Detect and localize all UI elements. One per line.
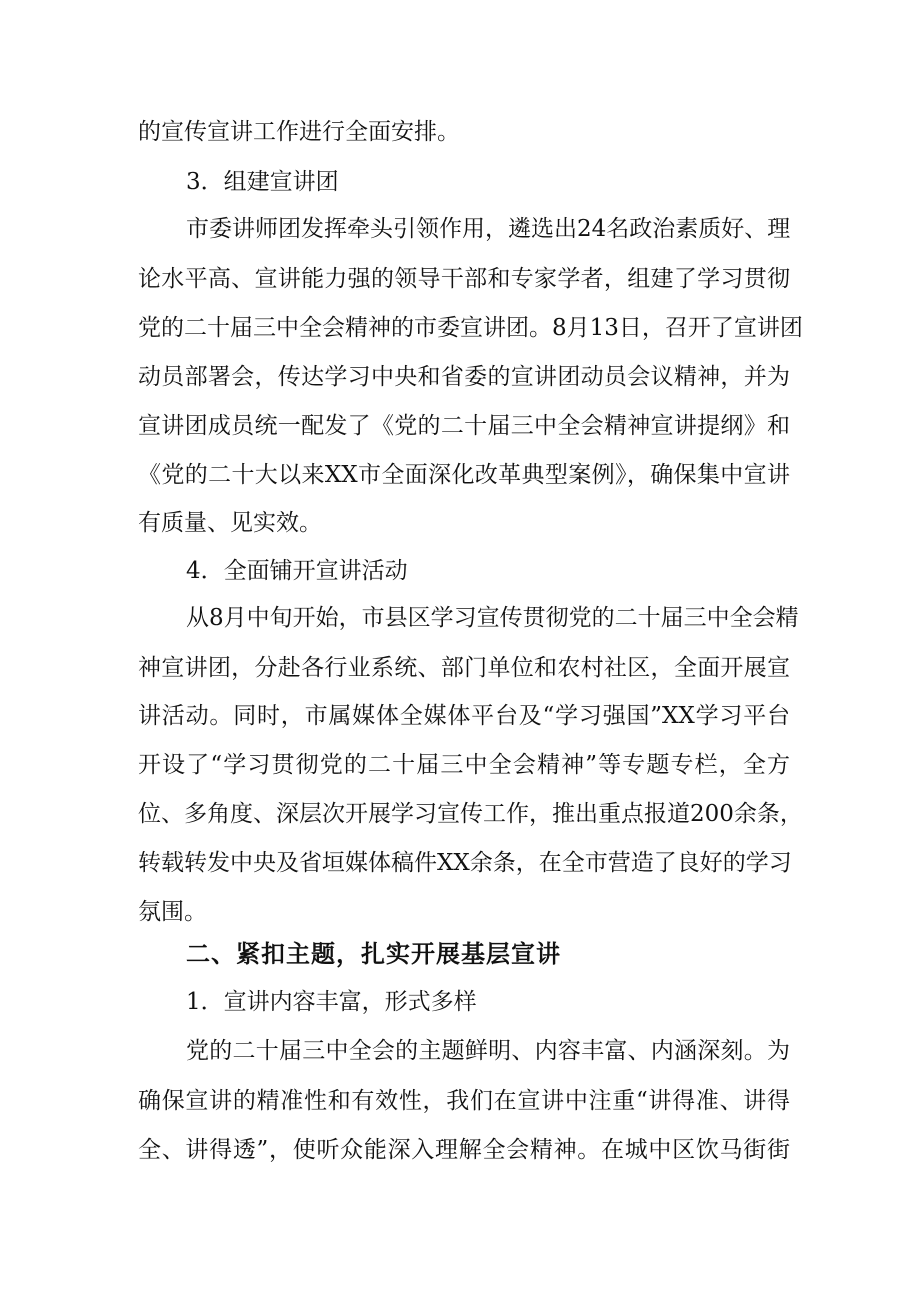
paragraph-line: 论水平高、宣讲能力强的领导干部和专家学者，组建了学习贯彻 (138, 266, 790, 292)
paragraph-line: 党的二十届三中全会的主题鲜明、内容丰富、内涵深刻。为 (186, 1038, 790, 1064)
paragraph-line: 转载转发中央及省垣媒体稿件XX余条，在全市营造了良好的学习 (138, 850, 792, 876)
paragraph-line: 《党的二十大以来XX市全面深化改革典型案例》，确保集中宣讲 (138, 462, 790, 488)
paragraph-line: 有质量、见实效。 (138, 510, 322, 536)
paragraph-line: 市委讲师团发挥牵头引领作用，遴选出24名政治素质好、理 (186, 216, 791, 242)
paragraph-line: 的宣传宣讲工作进行全面安排。 (138, 119, 460, 145)
paragraph-line: 讲活动。同时，市属媒体全媒体平台及“学习强国”XX学习平台 (138, 703, 790, 729)
paragraph-line: 位、多角度、深层次开展学习宣传工作，推出重点报道200余条， (138, 801, 803, 827)
paragraph-line: 开设了“学习贯彻党的二十届三中全会精神”等专题专栏，全方 (138, 752, 790, 778)
section-2-item-1-heading: 1．宣讲内容丰富，形式多样 (186, 989, 477, 1015)
paragraph-line: 宣讲团成员统一配发了《党的二十届三中全会精神宣讲提纲》和 (138, 413, 790, 439)
paragraph-line: 全、讲得透”，使听众能深入理解全会精神。在城中区饮马街街 (138, 1137, 790, 1163)
item-3-heading: 3．组建宣讲团 (186, 169, 339, 195)
paragraph-line: 神宣讲团，分赴各行业系统、部门单位和农村社区，全面开展宣 (138, 655, 790, 681)
paragraph-line: 确保宣讲的精准性和有效性，我们在宣讲中注重“讲得准、讲得 (138, 1088, 790, 1114)
paragraph-line: 动员部署会，传达学习中央和省委的宣讲团动员会议精神，并为 (138, 364, 790, 390)
paragraph-line: 氛围。 (138, 899, 207, 925)
item-4-heading: 4．全面铺开宣讲活动 (186, 558, 408, 584)
paragraph-line: 党的二十届三中全会精神的市委宣讲团。8月13日，召开了宣讲团 (138, 315, 803, 341)
paragraph-line: 从8月中旬开始，市县区学习宣传贯彻党的二十届三中全会精 (186, 605, 799, 631)
section-2-heading: 二、紧扣主题，扎实开展基层宣讲 (186, 940, 561, 968)
